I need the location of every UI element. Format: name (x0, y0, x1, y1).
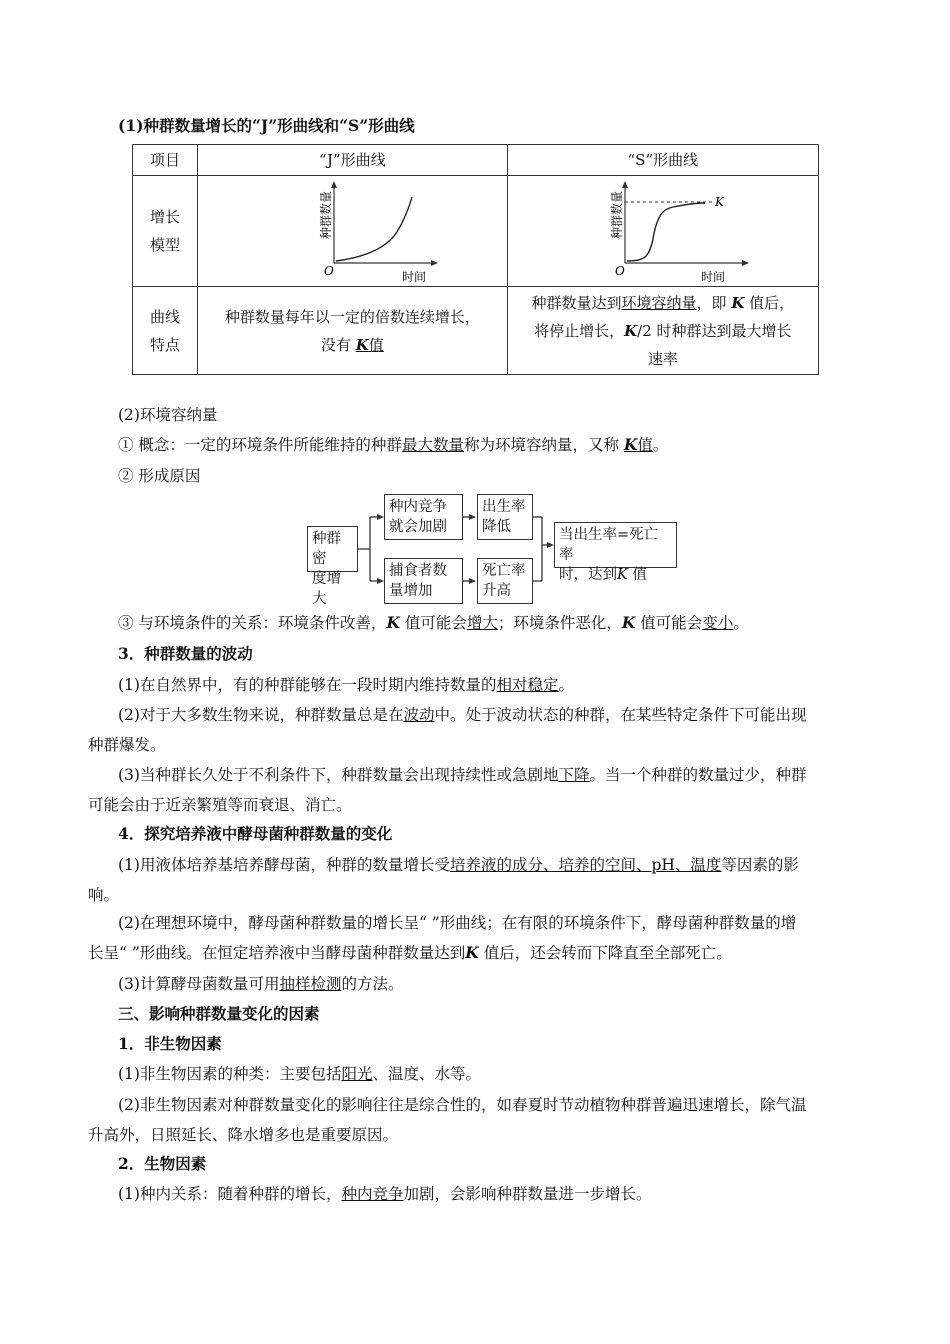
header-item: 项目 (133, 145, 198, 176)
capacity-concept: ① 概念：一定的环境条件所能维持的种群最大数量称为环境容纳量，又称 K值。 (118, 435, 669, 454)
header-j-curve: “J”形曲线 (198, 145, 508, 176)
row-label-model-line2: 模型 (150, 236, 181, 254)
section-heading-fluctuation: 3．种群数量的波动 (118, 644, 253, 663)
yeast-p2-line1: (2)在理想环境中，酵母菌种群数量的增长呈“ ”形曲线；在有限的环境条件下，酵母菌种群数量的增 (118, 914, 797, 932)
capacity-reason: ② 形成原因 (118, 467, 201, 485)
section-heading-factors: 三、影响种群数量变化的因素 (118, 1004, 320, 1023)
fluctuation-p2-line2: 种群爆发。 (88, 736, 166, 754)
flow-box-predators: 捕食者数 量增加 (384, 558, 463, 604)
abiotic-p2-line2: 升高外，日照延长、降水增多也是重要原因。 (88, 1126, 399, 1144)
table-row-features (133, 287, 819, 375)
s-feature-line1: 种群数量达到环境容纳量，即 K 值后， (531, 293, 795, 312)
yeast-p1-line1: (1)用液体培养基培养酵母菌，种群的数量增长受培养液的成分、培养的空间、pH、温度等因素的影 (118, 856, 799, 874)
row-label-model (133, 176, 198, 287)
j-y-axis-label: 种群数量 (319, 190, 334, 239)
header-s-curve: “S”形曲线 (507, 145, 818, 176)
yeast-p1-line2: 响。 (88, 886, 120, 904)
s-x-axis-label: 时间 (700, 270, 725, 284)
s-origin-label: O (614, 264, 625, 278)
subheading-abiotic: 1．非生物因素 (118, 1034, 222, 1053)
table-header-row (133, 145, 819, 176)
fluctuation-p2-line1: (2)对于大多数生物来说，种群数量总是在波动中。处于波动状态的种群，在某些特定条件下可能出现 (118, 706, 807, 724)
yeast-p2-line2: 长呈“ ”形曲线。在恒定培养液中当酵母菌种群数量达到K 值后，还会转而下降直至全部死亡。 (88, 943, 732, 962)
s-curve-features (507, 287, 818, 375)
s-feature-line2: 将停止增长，K/2 时种群达到最大增长 (534, 321, 792, 340)
j-feature-line1: 种群数量每年以一定的倍数连续增长， (224, 307, 480, 326)
capacity-relation: ③ 与环境条件的关系：环境条件改善，K 值可能会增大；环境条件恶化，K 值可能会变小。 (118, 613, 749, 632)
biotic-p1: (1)种内关系：随着种群的增长，种内竞争加剧，会影响种群数量进一步增长。 (118, 1185, 652, 1203)
j-curve-graph (252, 177, 452, 285)
section-heading-yeast: 4．探究培养液中酵母菌种群数量的变化 (118, 824, 393, 843)
row-label-model-line1: 增长 (150, 208, 181, 226)
k-label: K (714, 195, 724, 209)
j-origin-label: O (324, 264, 335, 278)
s-curve-line (627, 203, 705, 261)
j-curve-features (198, 287, 508, 375)
flow-box-competition: 种内竞争 就会加剧 (384, 494, 463, 540)
flow-box-birth-rate: 出生率 降低 (477, 494, 533, 540)
s-feature-line3: 速率 (647, 349, 678, 368)
flow-box-death-rate: 死亡率 升高 (477, 558, 533, 604)
flow-box-density: 种群密 度增大 (307, 526, 358, 572)
j-curve-line (336, 197, 412, 261)
row-label-features-line2: 特点 (150, 335, 181, 354)
fluctuation-p3-line1: (3)当种群长久处于不利条件下，种群数量会出现持续性或急剧地下降。当一个种群的数量过少，种群 (118, 766, 807, 784)
s-curve-graph (553, 177, 773, 285)
yeast-p3: (3)计算酵母菌数量可用抽样检测的方法。 (118, 975, 404, 993)
abiotic-p1: (1)非生物因素的种类：主要包括阳光、温度、水等。 (118, 1065, 481, 1083)
fluctuation-p3-line2: 可能会由于近亲繁殖等而衰退、消亡。 (88, 796, 352, 814)
j-curve-graph-cell (198, 176, 508, 287)
flow-box-result: 当出生率=死亡率 时，达到K 值 (554, 522, 677, 568)
table-row-model (133, 176, 819, 287)
section-heading-curves: (1)种群数量增长的“J”形曲线和“S”形曲线 (118, 116, 415, 135)
fluctuation-p1: (1)在自然界中，有的种群能够在一段时期内维持数量的相对稳定。 (118, 676, 574, 694)
comparison-table (132, 144, 819, 375)
section-heading-capacity: (2)环境容纳量 (118, 406, 218, 424)
row-label-features (133, 287, 198, 375)
s-y-axis-label: 种群数量 (609, 190, 624, 239)
subheading-biotic: 2．生物因素 (118, 1154, 207, 1173)
j-feature-line2: 没有 K值 (320, 335, 384, 354)
j-x-axis-label: 时间 (402, 270, 427, 284)
s-curve-graph-cell (507, 176, 818, 287)
abiotic-p2-line1: (2)非生物因素对种群数量变化的影响往往是综合性的，如春夏时节动植物种群普遍迅速增长，除气温 (118, 1096, 807, 1114)
row-label-features-line1: 曲线 (150, 307, 181, 326)
